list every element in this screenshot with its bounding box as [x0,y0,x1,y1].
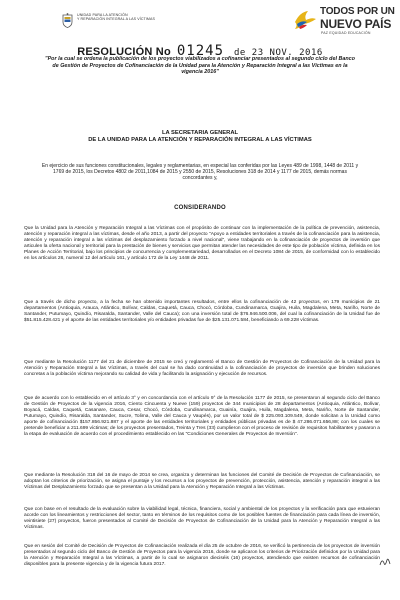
considerando-paragraph-3: Que mediante la Resolución 1177 del 21 de diciembre de 2015 se creó y reglamentó el Banco de Gestión de Proyectos de Cofinanciación de la Unidad para la Atención y Reparación Integral a las Víctimas, a través del cual se ha dado continuidad a la cofinanciación de proyectos de inversión que brinden soluciones concretas a la población víctima mejorando su calidad de vida y facilitando la asignación y ejecución de recursos. [24,360,380,377]
colombia-crest-icon [62,13,73,28]
considerando-paragraph-4: Que de acuerdo con lo establecido en el artículo 3° y en concordancia con el artículo 9° de la Resolución 1177 de 2015, se presentaron al segundo ciclo del Banco de Gestión de Proyectos de la vigencia 2016, Ciento Cincuenta y Nueve (159) proyectos de 344 municipios de 28 departamentos (Antioquia, Atlántico, Bolívar, Boyacá, Caldas, Caquetá, Casanare, Cauca, Cesar, Chocó, Córdoba, Cundinamarca, Guainía, Guajira, Huila, Magdalena, Meta, Nariño, Norte de Santander, Putumayo, Quindío, Risaralda, Santander, Sucre, Tolima, Valle del Cauca y Vaupés), por un valor total de $ 225.093.109.549, donde solicitan a la Unidad como aporte de cofinanciación $157.856.921.887 y el aporte de las entidades territoriales y entidades públicas privadas es de $ 47.286.071.656,88; con los cuales se pretende beneficiar a 211.699 víctimas; de los proyectos presentados, Treinta y Tres (33) cumplieron con el proceso de revisión de requisitos habilitantes y pasaron a la etapa de evaluación de acuerdo con el procedimiento establecido en las "Condiciones Generales de Proyectos de Inversión". [24,396,380,437]
authority-line2: DE LA UNIDAD PARA LA ATENCIÓN Y REPARACIÓN INTEGRAL A LAS VÍCTIMAS [88,137,312,143]
considerando-paragraph-2: Que a través de dicho proyecto, a la fecha se han obtenido importantes resultados, entre ellos la cofinanciación de 42 proyectos, en 179 municipios de 21 departamentos (Antioquia, Arauca, Atlántico, Bolívar, Caldas, Caquetá, Cauca, Chocó, Córdoba, Cundinamarca, Guajira, Huila, Magdalena, Meta, Nariño, Norte de Santander, Putumayo, Quindío, Risaralda, Santander, Valle del Cauca); con una inversión total de $76.946.500.006, del cual la cofinanciación de la Unidad fue de $51.815.428.421 y el aporte de las entidades territoriales y/o entidades privadas fue de $25.131.071.584, beneficiando a 69.228 víctimas. [24,300,380,323]
considerando-paragraph-1: Que la Unidad para la Atención y Reparación Integral a las Víctimas con el propósito de continuar con la implementación de la política de prevención, asistencia, atención y reparación integral a las víctimas, desde el año 2013, a partir del proyecto "Apoyo a entidades territoriales a través de la cofinanciación para la asistencia, atención y reparación integral a las víctimas del desplazamiento forzado a nivel nacional", viene trabajando en la cofinanciación de proyectos de inversión que articulen la oferta nacional y territorial para la prestación de bienes y servicios que permitan atender las necesidades de este tipo de población víctima, definida en los Planes de Acción Territorial, bajo los principios de concurrencia y complementariedad, desarrollados en el Decreto 1084 de 2015, de conformidad con lo establecido en los artículos 26, numeral 12 del artículo 161, y artículo 172 de la Ley 1448 de 2011. [24,226,380,261]
authority-line1: LA SECRETARIA GENERAL [161,130,239,136]
dove-logo-icon [292,8,318,32]
resolution-label: RESOLUCIÓN No [77,46,171,58]
legal-basis-paragraph: En ejercicio de sus funciones constitucionales, legales y reglamentarias, en especial las conferidas por las Leyes 489 de 1998, 1448 de 2011 y 1769 de 2015, los Decretos 4802 de 2011,1084 de 2015 y 2550 de 2015, Resoluciones 318 de 2014 y 1177 de 2015, demás normas concordantes y, [41,163,359,181]
section-heading-considerando: CONSIDERANDO [174,205,226,211]
issuing-authority [40,130,360,144]
agency-name-line1: UNIDAD PARA LA ATENCIÓN [77,13,128,17]
agency-name-line2: Y REPARACIÓN INTEGRAL A LAS VÍCTIMAS [77,17,156,22]
todos-por-un-nuevo-pais-logo: TODOS POR UN NUEVO PAÍS PAZ EQUIDAD EDUCACIÓN [292,6,392,34]
considerando-paragraph-7: Que en sesión del Comité de Decisión de Proyectos de Cofinanciación realizada el día 25 de octubre de 2016, se verificó la pertinencia de los proyectos de inversión presentados al segundo ciclo del Banco de Gestión de Proyectos para la vigencia 2016, donde se aplicaron los criterios de Priorización definidos por la Unidad para la Atención y Reparación Integral a las Víctimas, a partir de lo cual se asignaron dieciséis (16) proyectos, atendiendo que existen recursos de cofinanciación disponibles para la presente vigencia y de la vigencia futura 2017. [24,544,380,567]
letterhead [0,0,400,40]
resolution-number: 01245 [176,43,225,59]
considerando-paragraph-5: Que mediante la Resolución 318 del 16 de mayo de 2014 se crea, organiza y determinan las funciones del Comité de Decisión de Proyectos de Cofinanciación, se adoptan los criterios de priorización, se asigna el puntaje y los recursos a los proyectos de prevención, protección, asistencia, atención y reparación integral a las Víctimas del Desplazamiento forzado que se presentan a la Unidad para la Atención y Reparación Integral a las Víctimas. [24,473,380,490]
resolution-date: de 23 NOV. 2016 [234,48,323,58]
handwritten-initials-icon [378,555,392,569]
agency-block [62,13,155,28]
resolution-subject: "Por la cual se ordena la publicación de los proyectos viabilizados a cofinanciar presentados al segundo ciclo del Banco de Gestión de Proyectos de Cofinanciación de la Unidad para la Atención y Reparación Integral a las Víctimas en la vigencia 2016" [45,56,355,76]
considerando-paragraph-6: Que con base en el resultado de la evaluación sobre la viabilidad legal, técnica, financiera, social y ambiental de los proyectos y la verificación para que estuvieran acorde con los lineamientos y restricciones del sector, tanto en términos de los requisitos como de los posibles fuentes de financiación para cada línea de inversión, veintisiete (27) proyectos, fueron presentados al Comité de Decisión de Proyectos de Cofinanciación de la Unidad para la Atención y Reparación Integral a las Víctimas. [24,507,380,530]
